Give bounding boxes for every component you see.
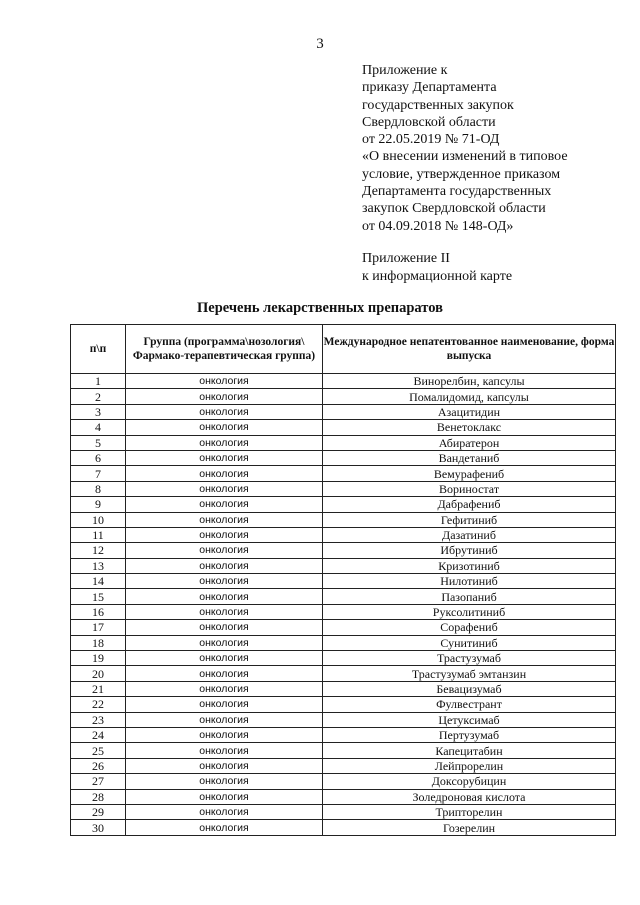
row-group: онкология bbox=[126, 574, 323, 589]
appendix-line: Департамента государственных bbox=[362, 184, 552, 200]
row-number: 1 bbox=[71, 374, 126, 389]
table-row bbox=[71, 389, 616, 404]
row-number: 24 bbox=[71, 727, 126, 742]
row-number: 8 bbox=[71, 481, 126, 496]
table-row bbox=[71, 558, 616, 573]
row-group: онкология bbox=[126, 527, 323, 542]
row-number: 22 bbox=[71, 697, 126, 712]
appendix-line: государственных закупок bbox=[362, 97, 514, 113]
row-group: онкология bbox=[126, 712, 323, 727]
row-drug-name: Трастузумаб эмтанзин bbox=[323, 666, 616, 681]
row-number: 14 bbox=[71, 574, 126, 589]
table-row bbox=[71, 727, 616, 742]
row-drug-name: Трипторелин bbox=[323, 804, 616, 819]
row-group: онкология bbox=[126, 389, 323, 404]
row-drug-name: Лейпрорелин bbox=[323, 758, 616, 773]
row-number: 2 bbox=[71, 389, 126, 404]
row-group: онкология bbox=[126, 820, 323, 835]
table-row bbox=[71, 543, 616, 558]
row-group: онкология bbox=[126, 420, 323, 435]
table-row bbox=[71, 404, 616, 419]
row-drug-name: Капецитабин bbox=[323, 743, 616, 758]
row-number: 6 bbox=[71, 450, 126, 465]
row-number: 16 bbox=[71, 604, 126, 619]
row-drug-name: Вориностат bbox=[323, 481, 616, 496]
table-row bbox=[71, 466, 616, 481]
row-drug-name: Гефитиниб bbox=[323, 512, 616, 527]
table-row bbox=[71, 589, 616, 604]
row-drug-name: Трастузумаб bbox=[323, 651, 616, 666]
appendix-line: «О внесении изменений в типовое bbox=[362, 149, 568, 165]
row-number: 18 bbox=[71, 635, 126, 650]
row-number: 23 bbox=[71, 712, 126, 727]
appendix-line: закупок Свердловской области bbox=[362, 201, 546, 217]
appendix-line: от 22.05.2019 № 71-ОД bbox=[362, 132, 500, 148]
table-row bbox=[71, 774, 616, 789]
row-drug-name: Абиратерон bbox=[323, 435, 616, 450]
row-group: онкология bbox=[126, 450, 323, 465]
row-group: онкология bbox=[126, 404, 323, 419]
table-row bbox=[71, 697, 616, 712]
row-number: 30 bbox=[71, 820, 126, 835]
row-group: онкология bbox=[126, 774, 323, 789]
row-group: онкология bbox=[126, 758, 323, 773]
row-number: 19 bbox=[71, 651, 126, 666]
row-group: онкология bbox=[126, 558, 323, 573]
row-group: онкология bbox=[126, 497, 323, 512]
row-group: онкология bbox=[126, 666, 323, 681]
row-group: онкология bbox=[126, 466, 323, 481]
row-group: онкология bbox=[126, 804, 323, 819]
list-title: Перечень лекарственных препаратов bbox=[197, 300, 443, 316]
appendix-ii-line: к информационной карте bbox=[362, 269, 513, 284]
row-number: 29 bbox=[71, 804, 126, 819]
table-row bbox=[71, 450, 616, 465]
row-group: онкология bbox=[126, 727, 323, 742]
row-drug-name: Пертузумаб bbox=[323, 727, 616, 742]
table-row bbox=[71, 620, 616, 635]
table-row bbox=[71, 481, 616, 496]
row-drug-name: Доксорубицин bbox=[323, 774, 616, 789]
row-group: онкология bbox=[126, 620, 323, 635]
appendix-line: приказу Департамента bbox=[362, 80, 497, 96]
row-group: онкология bbox=[126, 589, 323, 604]
row-drug-name: Сорафениб bbox=[323, 620, 616, 635]
appendix-line: от 04.09.2018 № 148-ОД» bbox=[362, 218, 514, 234]
row-group: онкология bbox=[126, 512, 323, 527]
table-row bbox=[71, 651, 616, 666]
appendix-header bbox=[362, 62, 632, 235]
row-number: 4 bbox=[71, 420, 126, 435]
row-group: онкология bbox=[126, 435, 323, 450]
row-number: 12 bbox=[71, 543, 126, 558]
row-drug-name: Сунитиниб bbox=[323, 635, 616, 650]
appendix-line: условие, утвержденное приказом bbox=[362, 166, 561, 182]
row-group: онкология bbox=[126, 543, 323, 558]
row-number: 11 bbox=[71, 527, 126, 542]
row-drug-name: Вемурафениб bbox=[323, 466, 616, 481]
table-row bbox=[71, 374, 616, 389]
row-drug-name: Фулвестрант bbox=[323, 697, 616, 712]
table-row bbox=[71, 527, 616, 542]
row-drug-name: Венетоклакс bbox=[323, 420, 616, 435]
row-drug-name: Дабрафениб bbox=[323, 497, 616, 512]
row-number: 9 bbox=[71, 497, 126, 512]
row-drug-name: Вандетаниб bbox=[323, 450, 616, 465]
column-header-number: п\п bbox=[71, 325, 126, 374]
table-row bbox=[71, 635, 616, 650]
table-row bbox=[71, 743, 616, 758]
row-drug-name: Помалидомид, капсулы bbox=[323, 389, 616, 404]
row-group: онкология bbox=[126, 789, 323, 804]
table-row bbox=[71, 666, 616, 681]
page-number: 3 bbox=[316, 36, 324, 52]
row-drug-name: Ибрутиниб bbox=[323, 543, 616, 558]
row-drug-name: Азацитидин bbox=[323, 404, 616, 419]
table-row bbox=[71, 789, 616, 804]
row-number: 28 bbox=[71, 789, 126, 804]
row-number: 13 bbox=[71, 558, 126, 573]
row-drug-name: Дазатиниб bbox=[323, 527, 616, 542]
row-drug-name: Цетуксимаб bbox=[323, 712, 616, 727]
table-row bbox=[71, 435, 616, 450]
row-number: 5 bbox=[71, 435, 126, 450]
row-group: онкология bbox=[126, 743, 323, 758]
table-row bbox=[71, 497, 616, 512]
row-group: онкология bbox=[126, 481, 323, 496]
row-drug-name: Нилотиниб bbox=[323, 574, 616, 589]
column-header-group: Группа (программа\нозология\ Фармако-терапевтическая группа) bbox=[126, 325, 323, 374]
row-drug-name: Руксолитиниб bbox=[323, 604, 616, 619]
table-header-row bbox=[71, 325, 616, 374]
row-group: онкология bbox=[126, 651, 323, 666]
row-drug-name: Винорелбин, капсулы bbox=[323, 374, 616, 389]
row-drug-name: Гозерелин bbox=[323, 820, 616, 835]
row-drug-name: Бевацизумаб bbox=[323, 681, 616, 696]
appendix-ii-line: Приложение II bbox=[362, 251, 450, 266]
column-header-name: Международное непатентованное наименование, форма выпуска bbox=[323, 325, 616, 374]
row-number: 27 bbox=[71, 774, 126, 789]
table-row bbox=[71, 512, 616, 527]
table-row bbox=[71, 574, 616, 589]
appendix-line: Приложение к bbox=[362, 63, 448, 78]
drug-list-table bbox=[70, 324, 616, 836]
row-number: 7 bbox=[71, 466, 126, 481]
row-number: 17 bbox=[71, 620, 126, 635]
row-number: 21 bbox=[71, 681, 126, 696]
row-number: 20 bbox=[71, 666, 126, 681]
row-drug-name: Кризотиниб bbox=[323, 558, 616, 573]
row-drug-name: Пазопаниб bbox=[323, 589, 616, 604]
table-row bbox=[71, 820, 616, 835]
row-number: 15 bbox=[71, 589, 126, 604]
appendix-line: Свердловской области bbox=[362, 114, 496, 130]
table-row bbox=[71, 681, 616, 696]
table-row bbox=[71, 420, 616, 435]
row-number: 25 bbox=[71, 743, 126, 758]
appendix-ii-header bbox=[362, 250, 632, 286]
table-row bbox=[71, 804, 616, 819]
row-number: 10 bbox=[71, 512, 126, 527]
row-group: онкология bbox=[126, 635, 323, 650]
row-drug-name: Золедроновая кислота bbox=[323, 789, 616, 804]
table-row bbox=[71, 604, 616, 619]
table-row bbox=[71, 712, 616, 727]
row-group: онкология bbox=[126, 374, 323, 389]
row-group: онкология bbox=[126, 604, 323, 619]
table-row bbox=[71, 758, 616, 773]
row-group: онкология bbox=[126, 697, 323, 712]
row-number: 3 bbox=[71, 404, 126, 419]
row-number: 26 bbox=[71, 758, 126, 773]
row-group: онкология bbox=[126, 681, 323, 696]
